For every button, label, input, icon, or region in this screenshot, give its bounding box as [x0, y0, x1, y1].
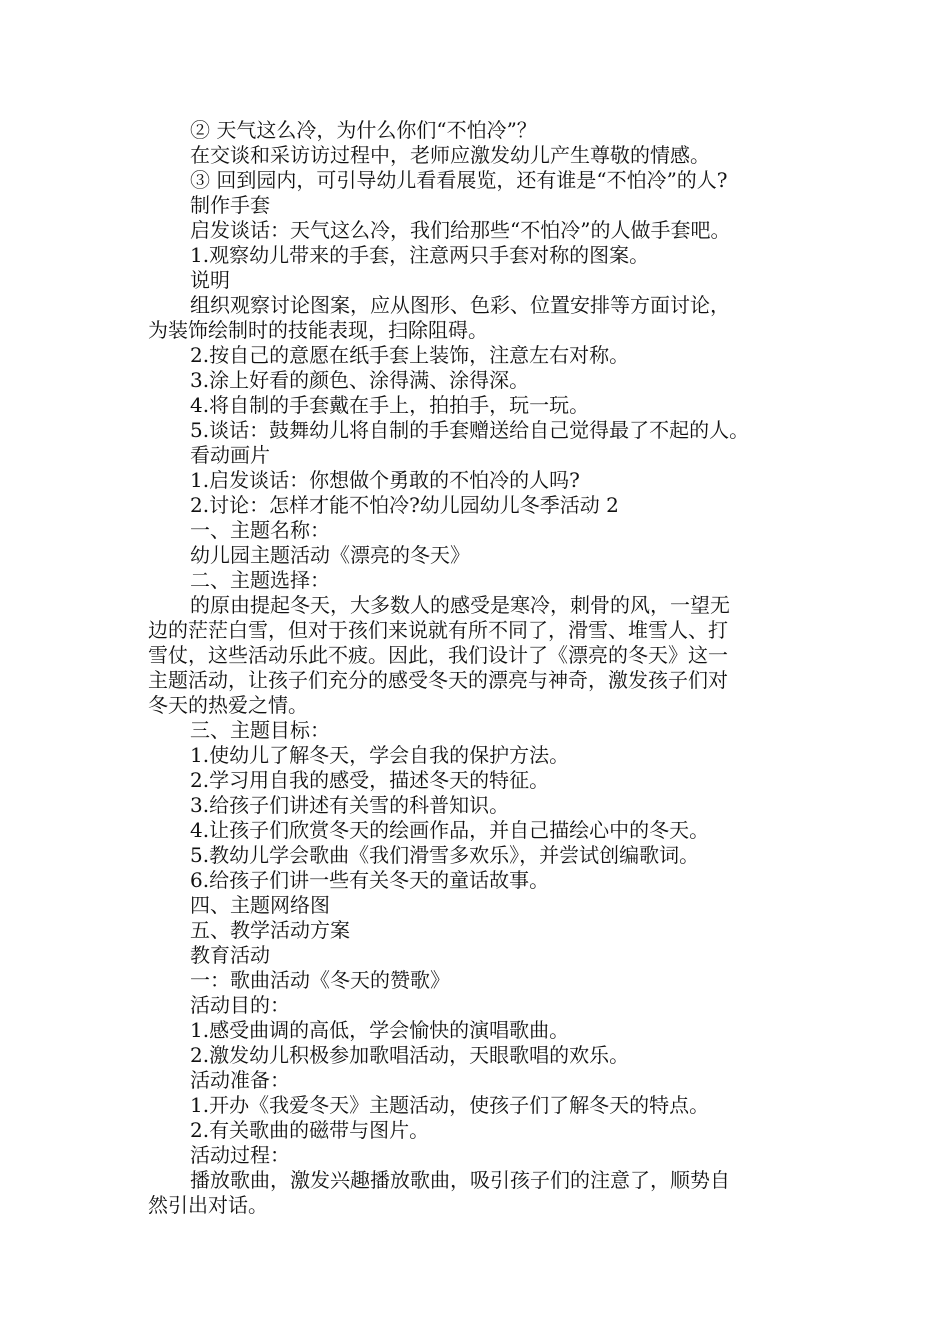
text-line: 2.有关歌曲的磁带与图片。 — [190, 1118, 430, 1142]
text-line: 雪仗，这些活动乐此不疲。因此，我们设计了《漂亮的冬天》这一 — [148, 643, 728, 667]
text-line: 冬天的热爱之情。 — [148, 693, 308, 717]
section-heading: 看动画片 — [190, 443, 270, 467]
text-line: 主题活动，让孩子们充分的感受冬天的漂亮与神奇，激发孩子们对 — [148, 668, 728, 692]
text-line: 4.让孩子们欣赏冬天的绘画作品，并自己描绘心中的冬天。 — [190, 818, 710, 842]
section-heading: 三、主题目标： — [190, 718, 330, 742]
text-line: 幼儿园主题活动《漂亮的冬天》 — [190, 543, 470, 567]
text-line: 为装饰绘制时的技能表现，扫除阻碍。 — [148, 318, 488, 342]
section-heading: 四、主题网络图 — [190, 893, 330, 917]
text-line: 2.按自己的意愿在纸手套上装饰，注意左右对称。 — [190, 343, 630, 367]
text-line: 1.使幼儿了解冬天，学会自我的保护方法。 — [190, 743, 570, 767]
text-line: 边的茫茫白雪，但对于孩们来说就有所不同了，滑雪、堆雪人、打 — [148, 618, 728, 642]
section-heading: 活动过程： — [190, 1143, 290, 1167]
section-heading: 一、主题名称： — [190, 518, 330, 542]
text-line: 1.感受曲调的高低，学会愉快的演唱歌曲。 — [190, 1018, 570, 1042]
section-heading: 五、教学活动方案 — [190, 918, 350, 942]
text-line: 然引出对话。 — [148, 1193, 268, 1217]
text-line: 启发谈话：天气这么冷，我们给那些“不怕冷”的人做手套吧。 — [190, 218, 731, 242]
text-line: 2.学习用自我的感受，描述冬天的特征。 — [190, 768, 550, 792]
text-line: ③ 回到园内，可引导幼儿看看展览，还有谁是“不怕冷”的人? — [190, 168, 728, 192]
text-line: ② 天气这么冷，为什么你们“不怕冷”？ — [190, 118, 537, 142]
text-line: 1.观察幼儿带来的手套，注意两只手套对称的图案。 — [190, 243, 650, 267]
text-line: 5.教幼儿学会歌曲《我们滑雪多欢乐》，并尝试创编歌词。 — [190, 843, 700, 867]
section-heading: 二、主题选择： — [190, 568, 330, 592]
document-body — [148, 118, 808, 1218]
text-line: 播放歌曲，激发兴趣播放歌曲，吸引孩子们的注意了，顺势自 — [190, 1168, 730, 1192]
text-line: 3.涂上好看的颜色、涂得满、涂得深。 — [190, 368, 530, 392]
text-line: 的原由提起冬天，大多数人的感受是寒冷，刺骨的风，一望无 — [190, 593, 730, 617]
section-heading: 活动准备： — [190, 1068, 290, 1092]
section-heading: 制作手套 — [190, 193, 270, 217]
text-line: 2.激发幼儿积极参加歌唱活动，天眼歌唱的欢乐。 — [190, 1043, 630, 1067]
text-line: 3.给孩子们讲述有关雪的科普知识。 — [190, 793, 510, 817]
text-line: 5.谈话：鼓舞幼儿将自制的手套赠送给自己觉得最了不起的人。 — [190, 418, 750, 442]
section-heading: 活动目的： — [190, 993, 290, 1017]
section-heading: 一：歌曲活动《冬天的赞歌》 — [190, 968, 450, 992]
text-line: 4.将自制的手套戴在手上，拍拍手，玩一玩。 — [190, 393, 590, 417]
text-line: 6.给孩子们讲一些有关冬天的童话故事。 — [190, 868, 550, 892]
text-line: 1.开办《我爱冬天》主题活动，使孩子们了解冬天的特点。 — [190, 1093, 710, 1117]
section-heading: 说明 — [190, 268, 230, 292]
section-heading: 教育活动 — [190, 943, 270, 967]
text-line: 1.启发谈话：你想做个勇敢的不怕冷的人吗? — [190, 468, 580, 492]
text-line: 在交谈和采访访过程中，老师应激发幼儿产生尊敬的情感。 — [190, 143, 710, 167]
text-line: 组织观察讨论图案，应从图形、色彩、位置安排等方面讨论， — [190, 293, 730, 317]
text-line: 2.讨论：怎样才能不怕冷?幼儿园幼儿冬季活动 2 — [190, 493, 619, 517]
